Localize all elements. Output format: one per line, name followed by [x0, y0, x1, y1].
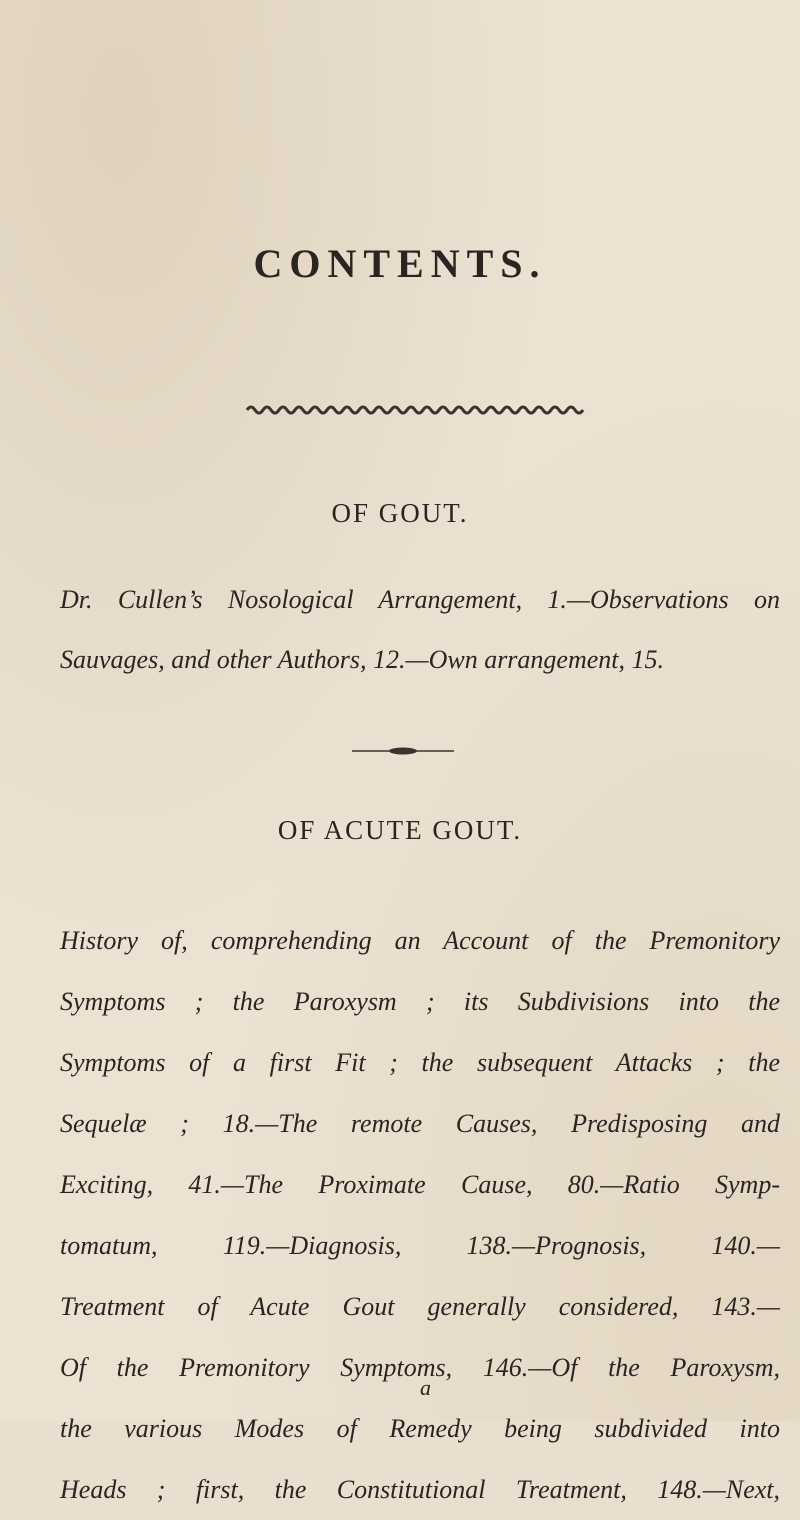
entry-line: the various Modes of Remedy being subdivided into: [60, 1414, 780, 1443]
acute-gout-entry: [60, 910, 780, 1520]
entry-line: Exciting, 41.—The Proximate Cause, 80.—Ratio Symp-: [60, 1170, 780, 1199]
entry-line: Symptoms ; the Paroxysm ; its Subdivisions into the: [60, 987, 780, 1016]
entry-line: Heads ; first, the Constitutional Treatment, 148.—Next,: [60, 1475, 780, 1504]
page-title: CONTENTS.: [253, 241, 547, 286]
entry-line: Symptoms of a first Fit ; the subsequent Attacks ; the: [60, 1048, 780, 1077]
entry-line: Sequelæ ; 18.—The remote Causes, Predisposing and: [60, 1109, 780, 1138]
entry-line: History of, comprehending an Account of the Premonitory: [60, 926, 780, 955]
entry-line: Sauvages, and other Authors, 12.—Own arrangement, 15.: [60, 645, 665, 674]
section-divider: [350, 745, 456, 757]
section-heading-gout: OF GOUT.: [331, 498, 469, 528]
signature-mark: a: [420, 1375, 431, 1400]
entry-line: tomatum, 119.—Diagnosis, 138.—Prognosis, 140.—: [60, 1231, 780, 1260]
entry-line: Dr. Cullen’s Nosological Arrangement, 1.—Observations on: [60, 585, 780, 614]
entry-line: Treatment of Acute Gout generally considered, 143.—: [60, 1292, 780, 1321]
section-heading-acute-gout: OF ACUTE GOUT.: [277, 815, 523, 845]
gout-entry: [60, 570, 780, 690]
ornamental-rule: [245, 403, 590, 417]
entry-line: Of the Premonitory Symptoms, 146.—Of the Paroxysm,: [60, 1353, 780, 1382]
